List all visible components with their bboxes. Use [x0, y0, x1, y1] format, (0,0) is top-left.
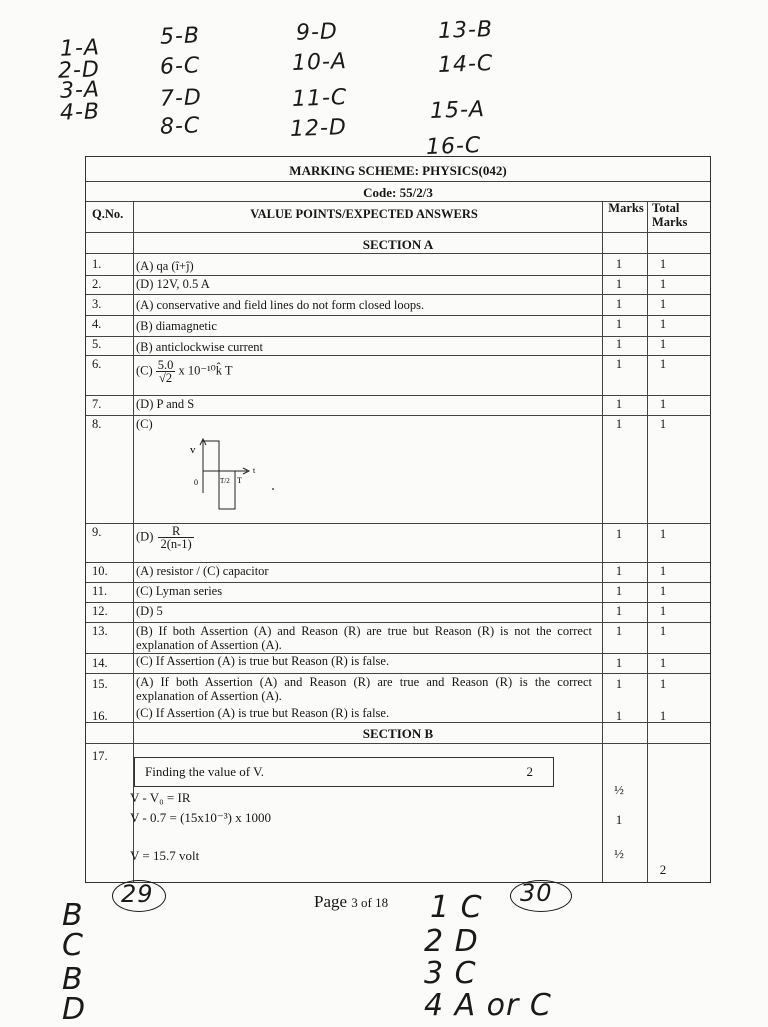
row-6-answer	[136, 359, 592, 384]
row-15-marks: 1	[615, 677, 623, 691]
row-11-marks: 1	[615, 584, 623, 598]
row-15-answer: (A) If both Assertion (A) and Reason (R) are true and Reason (R) is the correct explanation of Assertion (A).	[136, 675, 592, 703]
handwritten-answer-9: 9-D	[295, 19, 339, 46]
row-7-marks: 1	[615, 397, 623, 411]
row-4-marks: 1	[615, 317, 623, 331]
graph-half-period-label: T/2	[220, 477, 230, 485]
q17-line-2: V - 0.7 = (15x10⁻³) x 1000	[130, 810, 271, 825]
row-9-answer	[136, 525, 592, 550]
row-9-denominator: 2(n-1)	[160, 537, 192, 551]
row-6-fraction	[156, 359, 176, 384]
row-10-marks: 1	[615, 564, 623, 578]
handwritten-left-4: D	[62, 992, 87, 1027]
row-16-answer: (C) If Assertion (A) is true but Reason (R) is false.	[136, 706, 390, 720]
row-5-answer: (B) anticlockwise current	[136, 340, 264, 354]
page-label: Page	[314, 892, 348, 911]
row-14-qno: 14.	[92, 656, 108, 670]
row-3-marks: 1	[615, 297, 623, 311]
handwritten-right-1: 1 C	[430, 890, 483, 925]
header-marks: Marks	[608, 201, 644, 215]
row-13-qno: 13.	[92, 624, 108, 638]
row-17-qno: 17.	[92, 749, 108, 763]
handwritten-answer-2: 2-D	[57, 57, 101, 84]
page-number	[314, 892, 388, 912]
q17-box-marks: 2	[526, 764, 533, 779]
handwritten-answer-5: 5-B	[159, 23, 201, 50]
row-4-qno: 4.	[92, 317, 102, 331]
row-12-qno: 12.	[92, 604, 108, 618]
row-11-total: 1	[659, 584, 667, 598]
row-6-numerator: 5.0	[157, 358, 174, 372]
row-7-total: 1	[659, 397, 667, 411]
row-12-marks: 1	[615, 604, 623, 618]
handwritten-right-2: 2 D	[424, 924, 479, 959]
q17-line-1: V - V₀ = IR	[130, 790, 191, 805]
row-15-total: 1	[659, 677, 667, 691]
row-9-option: (D)	[136, 529, 154, 544]
row-6-option: (C)	[136, 363, 153, 378]
row-9-fraction	[158, 525, 193, 550]
handwritten-answer-11: 11-C	[291, 85, 348, 112]
section-a-heading: SECTION A	[362, 237, 434, 252]
row-8-total: 1	[659, 417, 667, 431]
row-1-answer: (A) qa (î+ĵ)	[136, 259, 194, 273]
handwritten-answer-1: 1-A	[59, 35, 101, 62]
row-3-total: 1	[659, 297, 667, 311]
row-1-qno: 1.	[92, 257, 102, 271]
handwritten-answer-15: 15-A	[429, 97, 486, 124]
row-9-total: 1	[659, 527, 667, 541]
page-count: 3 of 18	[351, 895, 389, 910]
row-7-qno: 7.	[92, 397, 102, 411]
handwritten-answer-12: 12-D	[289, 115, 348, 142]
row-10-total: 1	[659, 564, 667, 578]
row-6-total: 1	[659, 357, 667, 371]
row-2-answer: (D) 12V, 0.5 A	[136, 277, 210, 291]
row-8-qno: 8.	[92, 417, 102, 431]
row-7-answer: (D) P and S	[136, 397, 195, 411]
graph-y-label: v	[190, 444, 196, 456]
row-13-marks: 1	[615, 624, 623, 638]
row-3-qno: 3.	[92, 297, 102, 311]
q17-total: 2	[659, 862, 667, 877]
handwritten-answer-13: 13-B	[437, 17, 494, 44]
q17-summary-box	[134, 757, 554, 787]
row-16-total: 1	[659, 709, 667, 723]
row-3-answer: (A) conservative and field lines do not form closed loops.	[136, 298, 425, 312]
row-10-qno: 10.	[92, 564, 108, 578]
row-13-total: 1	[659, 624, 667, 638]
row-8-answer: (C)	[136, 417, 153, 431]
voltage-time-graph	[181, 433, 291, 515]
row-2-qno: 2.	[92, 277, 102, 291]
graph-origin-label: 0	[194, 478, 198, 487]
row-6-denominator: √2	[159, 371, 173, 385]
row-10-answer: (A) resistor / (C) capacitor	[136, 564, 269, 578]
row-9-qno: 9.	[92, 525, 102, 539]
handwritten-answer-3: 3-A	[59, 77, 101, 104]
row-11-qno: 11.	[92, 584, 108, 598]
circled-score-right-text: 30	[520, 879, 553, 907]
row-2-total: 1	[659, 277, 667, 291]
handwritten-right-3: 3 C	[424, 956, 477, 991]
circled-score-left-text: 29	[121, 880, 154, 908]
handwritten-answer-8: 8-C	[159, 113, 201, 140]
handwritten-answer-16: 16-C	[425, 133, 482, 160]
handwritten-answer-7: 7-D	[159, 85, 203, 112]
row-6-qno: 6.	[92, 357, 102, 371]
scheme-code: Code: 55/2/3	[363, 185, 433, 200]
row-6-suffix: x 10⁻¹⁰k̂ T	[178, 363, 233, 378]
row-16-marks: 1	[615, 709, 623, 723]
section-b-heading: SECTION B	[362, 726, 434, 741]
row-14-marks: 1	[615, 656, 623, 670]
row-4-answer: (B) diamagnetic	[136, 319, 217, 333]
handwritten-left-1: B	[62, 898, 84, 933]
handwritten-answer-6: 6-C	[159, 53, 201, 80]
q17-mark-1: ½	[614, 782, 624, 797]
row-11-answer: (C) Lyman series	[136, 584, 223, 598]
q17-line-3: V = 15.7 volt	[130, 848, 200, 863]
q17-mark-2: 1	[615, 812, 623, 827]
marking-scheme-table	[85, 156, 711, 883]
row-5-marks: 1	[615, 337, 623, 351]
header-total-marks: Total Marks	[652, 201, 688, 229]
row-9-numerator: R	[158, 525, 193, 538]
row-5-total: 1	[659, 337, 667, 351]
row-15-qno: 15.	[92, 677, 108, 691]
header-qno: Q.No.	[92, 207, 124, 221]
handwritten-answer-10: 10-A	[291, 49, 348, 76]
row-14-answer: (C) If Assertion (A) is true but Reason (R) is false.	[136, 654, 390, 668]
row-12-answer: (D) 5	[136, 604, 163, 618]
row-9-marks: 1	[615, 527, 623, 541]
row-1-marks: 1	[615, 257, 623, 271]
scheme-title: MARKING SCHEME: PHYSICS(042)	[289, 163, 507, 178]
q17-mark-3: ½	[614, 846, 624, 861]
row-8-marks: 1	[615, 417, 623, 431]
handwritten-left-3: B	[62, 962, 84, 997]
handwritten-answer-14: 14-C	[437, 51, 494, 78]
row-1-total: 1	[659, 257, 667, 271]
row-2-marks: 1	[615, 277, 623, 291]
row-13-answer: (B) If both Assertion (A) and Reason (R) are true but Reason (R) is not the correct explanation of Assertion (A).	[136, 624, 592, 652]
row-4-total: 1	[659, 317, 667, 331]
row-6-marks: 1	[615, 357, 623, 371]
row-16-qno: 16.	[92, 709, 108, 723]
handwritten-answer-4: 4-B	[59, 99, 101, 126]
graph-period-label: T	[237, 476, 242, 485]
handwritten-left-2: C	[62, 928, 84, 963]
row-12-total: 1	[659, 604, 667, 618]
handwritten-right-4: 4 A or C	[424, 988, 552, 1023]
q17-box-label: Finding the value of V.	[145, 764, 265, 779]
row-14-total: 1	[659, 656, 667, 670]
header-answers: VALUE POINTS/EXPECTED ANSWERS	[250, 207, 478, 221]
row-5-qno: 5.	[92, 337, 102, 351]
graph-x-label: t	[253, 466, 256, 475]
